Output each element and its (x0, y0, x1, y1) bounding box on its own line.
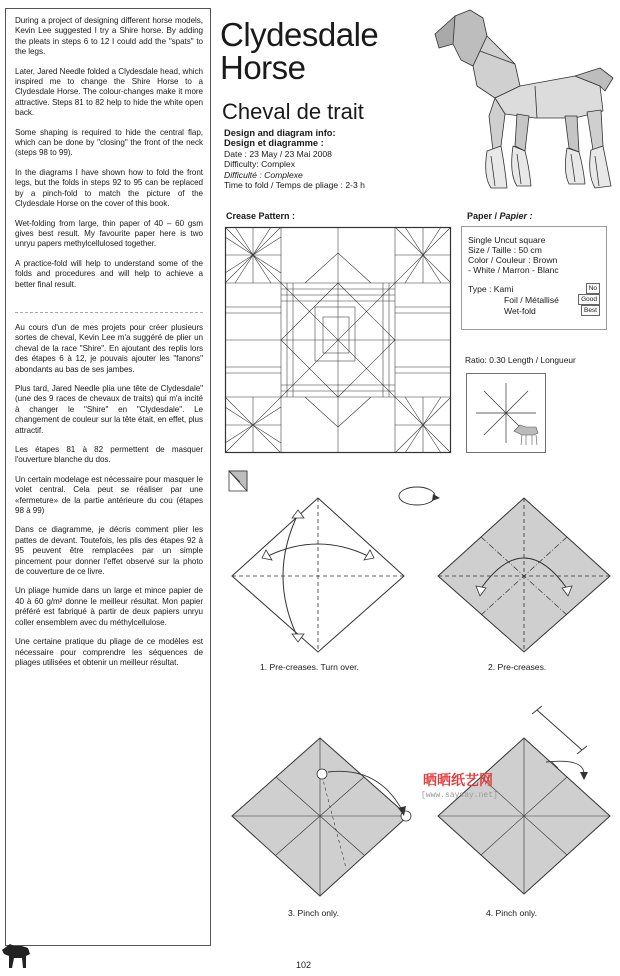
paragraph-fr-7: Une certaine pratique du pliage de ce modèles est nécessaire pour comprendre les séquences de pliages utilisées et obtenir un meilleur résultat. (15, 637, 203, 667)
step-4-caption: 4. Pinch only. (486, 908, 537, 918)
page-title-french: Cheval de trait (222, 99, 364, 124)
info-difficulty-en: Difficulty: Complex (224, 159, 295, 170)
kami-badge: No (586, 283, 600, 294)
paragraph-fr-1: Au cours d'un de mes projets pour créer plusieurs sortes de cheval, Kevin Lee m'a suggéré de plier un cheval de la race "Shire". En ajoutant des replis lors des étapes 6 à 12, je pouvais ajouter les "fanons" abondants au bas de ses jambes. (15, 322, 203, 374)
paragraph-fr-5: Dans ce diagramme, je décris comment plier les pattes de devant. Toutefois, les plis des étapes 92 à 95 peuvent être remplacées par un simple pincement pour donner l'effet observé sur la photo de couverture de ce livre. (15, 525, 203, 577)
step-2-diagram (434, 496, 614, 654)
paper-foil-row (468, 294, 600, 305)
paragraph-en-6: A practice-fold will help to understand some of the folds and procedures and will help to achieve a better final result. (15, 258, 203, 289)
info-heading-fr: Design et diagramme : (224, 138, 324, 149)
page-number: 102 (296, 960, 312, 970)
horse-silhouette-icon (0, 936, 32, 970)
wet-badge: Best (581, 305, 600, 316)
sidebar-text-panel (5, 8, 211, 946)
paragraph-en-4: In the diagrams I have shown how to fold the front legs, but the folds in steps 92 to 95 can be replaced by a pinch-fold to match the picture of the Clydesdale Horse on the cover of this book. (15, 167, 203, 209)
info-date: Date : 23 May / 23 Mai 2008 (224, 148, 332, 159)
info-time: Time to fold / Temps de pliage : 2-3 h (224, 180, 365, 191)
paragraph-en-5: Wet-folding from large, thin paper of 40 – 60 gsm gives best result. My favourite paper here is two unryu papers methylcellulosed together. (15, 218, 203, 249)
horse-illustration (425, 6, 620, 196)
paragraph-en-3: Some shaping is required to hide the central flap, which can be done by "closing" the front of the neck (steps 98 to 99). (15, 127, 203, 158)
paragraph-en-1: During a project of designing different horse models, Kevin Lee suggested I try a Shire horse. By adding the pleats in steps 6 to 12 I could add the "spats" to the legs. (15, 16, 203, 57)
info-difficulty-fr: Difficulté : Complexe (224, 169, 303, 180)
paper-label-en: Paper / (467, 211, 500, 221)
paragraph-fr-3: Les étapes 81 à 82 permettent de masquer l'ouverture blanche du dos. (15, 445, 203, 465)
page-title (220, 18, 378, 84)
french-text-block (15, 312, 203, 668)
watermark-url: [www.saysay.net] (421, 791, 498, 800)
paper-label (467, 211, 533, 221)
step-1-diagram (228, 496, 408, 654)
foil-badge: Good (578, 294, 600, 305)
step-3-caption: 3. Pinch only. (288, 908, 339, 918)
paper-label-fr: Papier : (499, 211, 533, 221)
paper-type-label: Type : Kami (468, 283, 514, 294)
step-3-diagram (228, 736, 416, 904)
info-heading-en: Design and diagram info: (224, 128, 336, 138)
paper-line-3: Color / Couleur : Brown (468, 255, 558, 265)
paragraph-fr-2: Plus tard, Jared Needle plia une tête de Clydesdale" (une des 9 races de chevaux de traits) qui m'a incité à changer le "Shire" en "Clydesdale". Le changement de couleur sur la tête était, en effet, plus attractif. (15, 383, 203, 435)
paper-line-2: Size / Taille : 50 cm (468, 245, 542, 255)
mini-horse-icon (514, 425, 538, 445)
paper-wet-row (468, 305, 600, 316)
paper-line-1: Single Uncut square (468, 235, 546, 245)
ratio-diagram (466, 373, 546, 453)
paper-foil-label: Foil / Métallisé (504, 294, 559, 305)
title-line-2: Horse (220, 49, 306, 86)
step-4-diagram (434, 702, 620, 902)
crease-pattern-diagram (225, 227, 451, 453)
crease-pattern-label: Crease Pattern : (226, 211, 296, 221)
paragraph-fr-6: Un pliage humide dans un large et mince papier de 40 à 60 g/m² donne le meilleur résultat. Mon papier préféré est fabriqué à partir de deux papiers unryu coller ensemblem avec du méthylcellulose. (15, 586, 203, 627)
paragraph-fr-4: Un certain modelage est nécessaire pour masquer le volet central. Cela peut se réaliser par une «fermeture» de la partie antérieure du cou (étapes 98 à 99) (15, 474, 203, 516)
watermark-logo: 晒晒纸艺网 (423, 773, 493, 789)
paper-info-box (461, 226, 607, 330)
paper-type-row (468, 283, 600, 294)
paragraph-en-2: Later, Jared Needle folded a Clydesdale head, which inspired me to change the Shire Horse to a Clydesdale Horse. The colour-changes make it more attractive. Steps 81 to 82 help to hide the white open back. (15, 66, 203, 118)
ratio-label: Ratio: 0.30 Length / Longueur (465, 355, 576, 365)
title-line-1: Clydesdale (220, 16, 379, 53)
paper-line-4: - White / Marron - Blanc (468, 265, 559, 275)
paper-side-icon (228, 470, 248, 492)
step-2-caption: 2. Pre-creases. (488, 662, 547, 672)
design-info (224, 128, 365, 190)
paper-wet-label: Wet-fold (504, 305, 536, 316)
step-1-caption: 1. Pre-creases. Turn over. (260, 662, 359, 672)
